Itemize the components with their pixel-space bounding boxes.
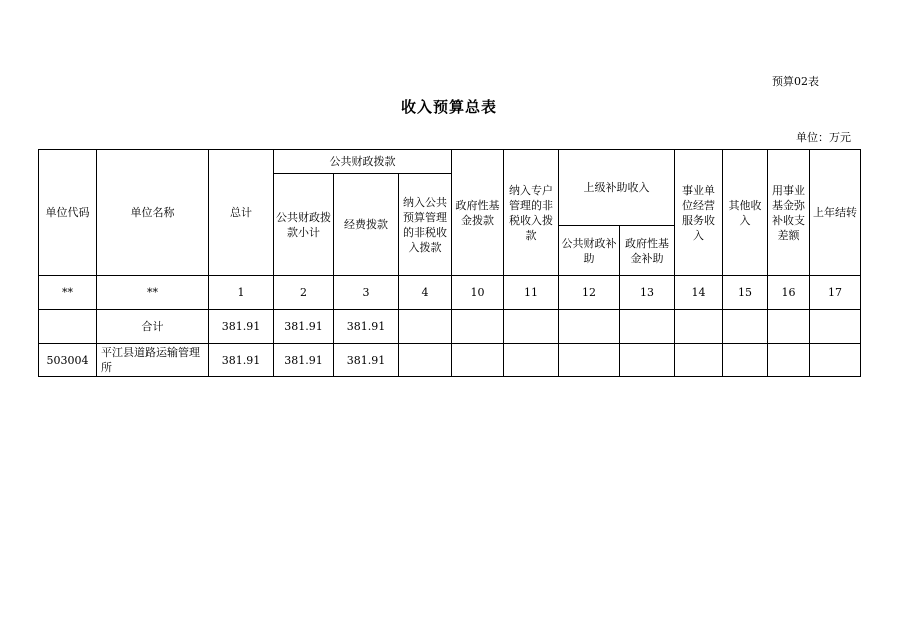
total-row (39, 310, 861, 344)
empty-cell (504, 344, 559, 377)
unit-subtotal: 381.91 (274, 344, 334, 377)
index-cell: ** (97, 276, 209, 310)
form-number: 预算02表 (772, 75, 819, 88)
empty-cell (768, 310, 810, 344)
empty-cell (452, 310, 504, 344)
header-business-income: 事业单位经营服务收入 (675, 150, 723, 276)
total-total: 381.91 (209, 310, 274, 344)
index-cell: 12 (559, 276, 620, 310)
empty-cell (559, 310, 620, 344)
index-row (39, 276, 861, 310)
total-funding: 381.91 (334, 310, 399, 344)
empty-cell (810, 310, 861, 344)
empty-cell (723, 344, 768, 377)
index-cell: 11 (504, 276, 559, 310)
index-cell: 3 (334, 276, 399, 310)
index-cell: 16 (768, 276, 810, 310)
header-non-tax-public: 纳入公共预算管理的非税收入拨款 (399, 174, 452, 276)
empty-cell (559, 344, 620, 377)
empty-cell (675, 344, 723, 377)
unit-total: 381.91 (209, 344, 274, 377)
header-superior-gov-fund: 政府性基金补助 (620, 226, 675, 276)
total-label: 合计 (97, 310, 209, 344)
header-public-subtotal: 公共财政拨款小计 (274, 174, 334, 276)
total-subtotal: 381.91 (274, 310, 334, 344)
index-cell: 1 (209, 276, 274, 310)
index-cell: 17 (810, 276, 861, 310)
header-funding: 经费拨款 (334, 174, 399, 276)
header-unit-name: 单位名称 (97, 150, 209, 276)
empty-cell (399, 344, 452, 377)
unit-funding: 381.91 (334, 344, 399, 377)
unit-row (39, 344, 861, 377)
page-title: 收入预算总表 (400, 98, 497, 116)
unit-name: 平江县道路运输管理所 (97, 344, 209, 377)
header-unit-code: 单位代码 (39, 150, 97, 276)
empty-cell (399, 310, 452, 344)
index-cell: 10 (452, 276, 504, 310)
empty-cell (675, 310, 723, 344)
index-cell: 2 (274, 276, 334, 310)
header-public-finance: 公共财政拨款 (274, 150, 452, 174)
empty-cell (452, 344, 504, 377)
income-budget-table (38, 149, 861, 377)
empty-cell (504, 310, 559, 344)
empty-cell (620, 310, 675, 344)
index-cell: 4 (399, 276, 452, 310)
index-cell: 14 (675, 276, 723, 310)
header-superior-public: 公共财政补助 (559, 226, 620, 276)
total-code-cell (39, 310, 97, 344)
index-cell: 15 (723, 276, 768, 310)
unit-label: 单位：万元 (796, 131, 851, 144)
header-gov-fund: 政府性基金拨款 (452, 150, 504, 276)
unit-code: 503004 (39, 344, 97, 377)
header-superior-subsidy: 上级补助收入 (559, 150, 675, 226)
header-other-income: 其他收入 (723, 150, 768, 276)
empty-cell (723, 310, 768, 344)
header-total: 总计 (209, 150, 274, 276)
empty-cell (768, 344, 810, 377)
empty-cell (810, 344, 861, 377)
empty-cell (620, 344, 675, 377)
header-fund-cover: 用事业基金弥补收支差额 (768, 150, 810, 276)
index-cell: ** (39, 276, 97, 310)
header-carryover: 上年结转 (810, 150, 861, 276)
index-cell: 13 (620, 276, 675, 310)
header-non-tax-special: 纳入专户管理的非税收入拨款 (504, 150, 559, 276)
